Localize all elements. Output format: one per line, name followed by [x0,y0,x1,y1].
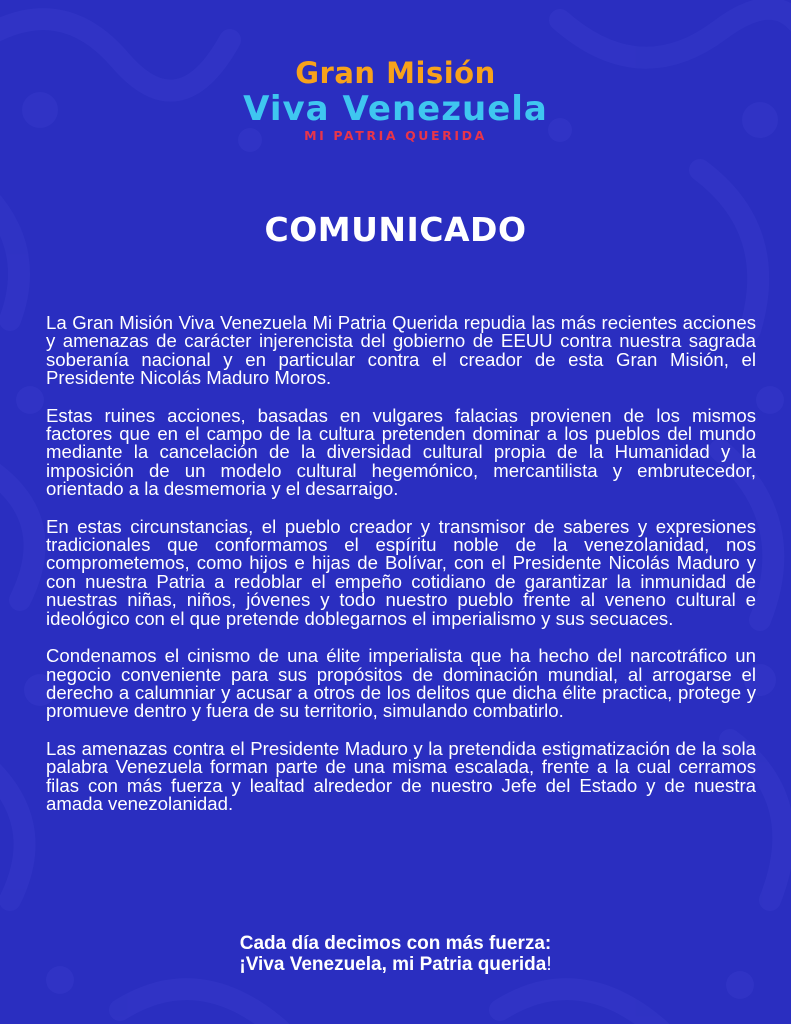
communique-body [46,314,756,832]
paragraph-2: Estas ruines acciones, basadas en vulgares falacias provienen de los mismos factores que en el campo de la cultura pretenden dominar a los pueblos del mundo mediante la cancelación de la diversidad cultural propia de la Humanidad y la imposición de un modelo cultural hegemónico, mercantilista y embrutecedor, orientado a la desmemoria y el desarraigo. [46,404,756,500]
gran-mision-logo [0,56,791,144]
closing-exclamation: ! [546,954,552,975]
paragraph-4: Condenamos el cinismo de una élite imperialista que ha hecho del narcotráfico un negocio conveniente para sus propósitos de dominación mundial, al arrogarse el derecho a calumniar y acusar a otros de los delitos que dicha élite practica, protege y promueve dentro y fuera de su territorio, simulando combatirlo. [46,645,756,722]
paragraph-3: En estas circunstancias, el pueblo creador y transmisor de saberes y expresiones tradicionales que conformamos el espíritu noble de la venezolanidad, nos comprometemos, como hijos e hijas de Bolívar, con el Presidente Nicolás Maduro y con nuestra Patria a redoblar el empeño cotidiano de garantizar la inmunidad de nuestras niñas, niños, jóvenes y todo nuestro pueblo frente al veneno cultural e ideológico con el que pretende doblegarnos el imperialismo y sus secuaces. [46,515,756,629]
page-title: COMUNICADO [264,210,527,249]
closing-line-1: Cada día decimos con más fuerza: [239,933,552,954]
logo-viva-venezuela-word: Viva Venezuela [243,89,548,129]
logo-mi-patria-querida-text: MI PATRIA QUERIDA [304,128,487,143]
paragraph-5: Las amenazas contra el Presidente Maduro y la pretendida estigmatización de la sola palabra Venezuela forman parte de una misma escalada, frente a la cual cerramos filas con más fuerza y lealtad alrededor de nuestro Jefe del Estado y de nuestra amada venezolanidad. [46,737,756,814]
closing-line-2-text: ¡Viva Venezuela, mi Patria querida [239,954,547,975]
logo-viva-venezuela-text [0,90,791,128]
paragraph-1: La Gran Misión Viva Venezuela Mi Patria Querida repudia las más recientes acciones y amenazas de carácter injerencista del gobierno de EEUU contra nuestra sagrada soberanía nacional y en particular contra el creador de esta Gran Misión, el Presidente Nicolás Maduro Moros. [46,312,756,389]
closing-line-2 [0,954,791,975]
closing-slogan [0,933,791,975]
logo-gran-mision-text: Gran Misión [295,56,496,90]
